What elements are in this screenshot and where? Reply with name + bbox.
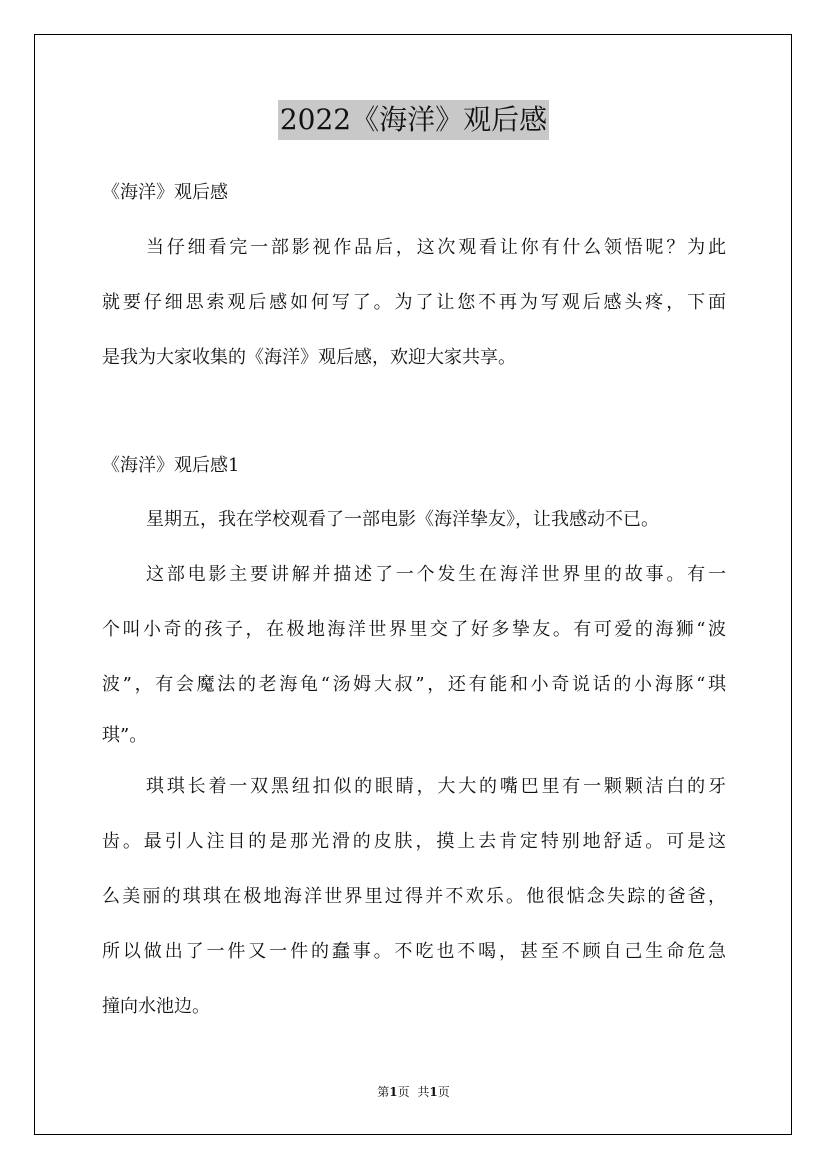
page-footer (0, 1084, 827, 1100)
paragraph-line: 就要仔细思索观后感如何写了。为了让您不再为写观后感头疼，下面 (102, 292, 726, 313)
paragraph-line: 这部电影主要讲解并描述了一个发生在海洋世界里的故事。有一 (146, 564, 726, 585)
footer-page-number: 1 (389, 1085, 398, 1099)
paragraph-line: 波”，有会魔法的老海龟“汤姆大叔”，还有能和小奇说话的小海豚“琪 (102, 674, 726, 695)
paragraph-line: 撞向水池边。 (102, 996, 210, 1017)
paragraph-line: 星期五，我在学校观看了一部电影《海洋挚友》，让我感动不已。 (146, 509, 659, 530)
footer-total-suffix: 页 (437, 1085, 450, 1099)
paragraph-line: 是我为大家收集的《海洋》观后感，欢迎大家共享。 (102, 347, 516, 368)
paragraph-line: 琪”。 (102, 725, 148, 746)
document-title: 2022《海洋》观后感 (278, 100, 549, 140)
paragraph-line: 所以做出了一件又一件的蠢事。不吃也不喝，甚至不顾自己生命危急 (102, 941, 726, 962)
paragraph-line: 齿。最引人注目的是那光滑的皮肤，摸上去肯定特别地舒适。可是这 (102, 831, 726, 852)
title-container (0, 100, 827, 140)
footer-page-suffix: 页 (397, 1085, 410, 1099)
paragraph-line: 当仔细看完一部影视作品后，这次观看让你有什么领悟呢？为此 (146, 237, 726, 258)
section-heading: 《海洋》观后感 (102, 182, 228, 203)
footer-total-prefix: 共 (417, 1085, 430, 1099)
paragraph-line: 个叫小奇的孩子，在极地海洋世界里交了好多挚友。有可爱的海狮“波 (102, 619, 726, 640)
footer-page-prefix: 第 (377, 1085, 390, 1099)
footer-total-number: 1 (429, 1085, 438, 1099)
section-heading: 《海洋》观后感1 (102, 455, 240, 476)
paragraph-line: 么美丽的琪琪在极地海洋世界里过得并不欢乐。他很惦念失踪的爸爸， (102, 886, 726, 907)
paragraph-line: 琪琪长着一双黑纽扣似的眼睛，大大的嘴巴里有一颗颗洁白的牙 (146, 776, 726, 797)
